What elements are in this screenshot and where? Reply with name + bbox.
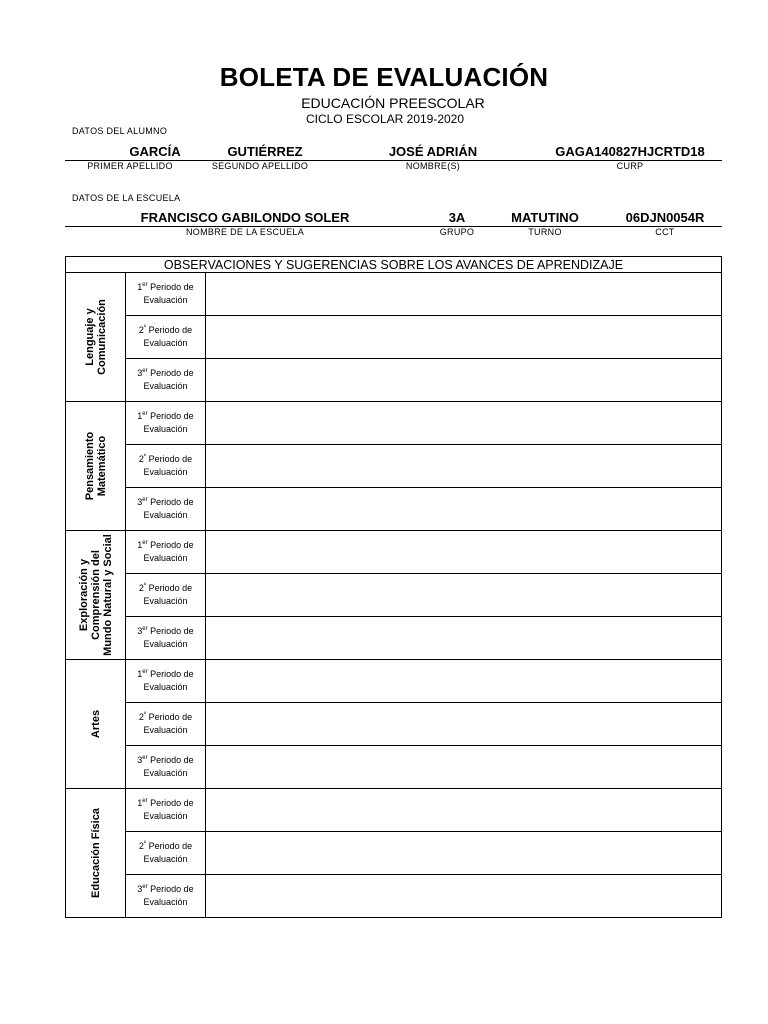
area-label-line: Exploración y (77, 558, 90, 632)
period-ordinal-suffix: º (143, 454, 147, 460)
group-caption: GRUPO (439, 227, 475, 237)
period-ordinal-suffix: er (142, 368, 148, 374)
period-ordinal: 1 (137, 798, 143, 808)
shift-caption: TURNO (528, 227, 562, 237)
area-cell (66, 789, 126, 918)
period-ordinal-suffix: er (142, 669, 148, 675)
area-label (84, 432, 108, 500)
observations-table (65, 256, 722, 918)
period-text: Periodo de (150, 755, 194, 765)
table-row (66, 789, 722, 832)
period-label-line: Evaluación (143, 338, 188, 348)
observation-input-cell[interactable] (206, 617, 722, 660)
period-ordinal: 3 (137, 497, 143, 507)
student-curp: GAGA140827HJCRTD18 (555, 144, 705, 159)
observation-input-cell[interactable] (206, 316, 722, 359)
second-surname-caption: SEGUNDO APELLIDO (211, 161, 309, 171)
period-label-line: Evaluación (143, 295, 188, 305)
table-row (66, 574, 722, 617)
area-label-line: Artes (89, 709, 102, 739)
area-label-line: Matemático (95, 435, 108, 497)
period-text: Periodo de (148, 712, 193, 722)
area-label (78, 534, 114, 656)
period-ordinal: 3 (137, 755, 143, 765)
school-section-label: DATOS DE LA ESCUELA (72, 193, 181, 203)
observation-input-cell[interactable] (206, 746, 722, 789)
school-cycle: CICLO ESCOLAR 2019-2020 (305, 112, 465, 126)
period-label-line (128, 883, 203, 896)
period-ordinal: 3 (137, 884, 143, 894)
area-cell (66, 531, 126, 660)
period-label (126, 488, 206, 531)
observation-input-cell[interactable] (206, 660, 722, 703)
student-given-names: JOSÉ ADRIÁN (388, 144, 478, 159)
student-section-label: DATOS DEL ALUMNO (72, 126, 168, 136)
period-text: Periodo de (150, 497, 194, 507)
period-ordinal: 3 (137, 626, 143, 636)
period-label (126, 703, 206, 746)
period-ordinal-suffix: º (143, 325, 147, 331)
period-ordinal-suffix: er (142, 626, 148, 632)
period-label-line: Evaluación (143, 768, 188, 778)
area-label-line: Educación Física (89, 808, 102, 898)
period-label (126, 359, 206, 402)
cct-caption: CCT (655, 227, 675, 237)
student-second-surname: GUTIÉRREZ (227, 144, 303, 159)
period-label-line: Evaluación (143, 854, 188, 864)
period-label-line: Evaluación (143, 639, 188, 649)
period-label (126, 617, 206, 660)
observation-input-cell[interactable] (206, 832, 722, 875)
table-row (66, 359, 722, 402)
period-label (126, 875, 206, 918)
period-label (126, 574, 206, 617)
period-text: Periodo de (150, 798, 194, 808)
area-cell (66, 273, 126, 402)
period-label (126, 660, 206, 703)
period-ordinal-suffix: º (143, 583, 147, 589)
period-label (126, 316, 206, 359)
table-row (66, 832, 722, 875)
period-ordinal: 1 (137, 411, 143, 421)
period-label-line (128, 711, 203, 724)
period-ordinal-suffix: er (142, 411, 148, 417)
period-label (126, 445, 206, 488)
table-row (66, 703, 722, 746)
area-cell (66, 660, 126, 789)
school-cct: 06DJN0054R (625, 210, 705, 225)
curp-caption: CURP (616, 161, 644, 171)
period-label-line: Evaluación (143, 553, 188, 563)
school-name: FRANCISCO GABILONDO SOLER (140, 210, 350, 225)
period-label-line (128, 754, 203, 767)
period-label-line (128, 539, 203, 552)
table-row (66, 445, 722, 488)
period-label (126, 273, 206, 316)
area-label (90, 808, 102, 898)
period-ordinal: 2 (138, 583, 144, 593)
period-label-line: Evaluación (143, 725, 188, 735)
period-ordinal-suffix: er (142, 884, 148, 890)
period-ordinal: 2 (138, 454, 144, 464)
period-ordinal: 1 (137, 540, 143, 550)
observation-input-cell[interactable] (206, 875, 722, 918)
period-label-line: Evaluación (143, 811, 188, 821)
period-ordinal-suffix: er (142, 755, 148, 761)
area-label-line: Comunicación (95, 299, 108, 375)
table-row (66, 316, 722, 359)
area-label (84, 299, 108, 375)
observation-input-cell[interactable] (206, 445, 722, 488)
period-text: Periodo de (150, 282, 194, 292)
period-label-line (128, 840, 203, 853)
period-ordinal: 2 (138, 325, 144, 335)
observation-input-cell[interactable] (206, 574, 722, 617)
period-ordinal: 2 (138, 841, 144, 851)
given-names-caption: NOMBRE(S) (405, 161, 461, 171)
period-text: Periodo de (150, 411, 194, 421)
period-label-line (128, 797, 203, 810)
period-label-line (128, 453, 203, 466)
period-label (126, 402, 206, 445)
period-text: Periodo de (148, 841, 193, 851)
observation-input-cell[interactable] (206, 531, 722, 574)
area-label-line: Comprensión del (89, 550, 102, 640)
period-ordinal-suffix: º (143, 841, 147, 847)
period-ordinal: 1 (137, 669, 143, 679)
period-label-line (128, 410, 203, 423)
period-ordinal: 3 (137, 368, 143, 378)
observation-input-cell[interactable] (206, 488, 722, 531)
table-row (66, 402, 722, 445)
student-first-surname: GARCÍA (129, 144, 181, 159)
period-label-line: Evaluación (143, 596, 188, 606)
report-subtitle: EDUCACIÓN PREESCOLAR (301, 95, 485, 111)
school-name-caption: NOMBRE DE LA ESCUELA (185, 227, 305, 237)
period-ordinal: 1 (137, 282, 143, 292)
period-ordinal-suffix: er (142, 540, 148, 546)
table-row (66, 660, 722, 703)
observation-input-cell[interactable] (206, 273, 722, 316)
report-title: BOLETA DE EVALUACIÓN (219, 62, 549, 92)
period-label-line (128, 582, 203, 595)
observation-input-cell[interactable] (206, 789, 722, 832)
period-label (126, 746, 206, 789)
table-row (66, 531, 722, 574)
period-text: Periodo de (150, 669, 194, 679)
period-ordinal: 2 (138, 712, 144, 722)
observations-body (66, 273, 722, 918)
table-row (66, 875, 722, 918)
period-label-line: Evaluación (143, 897, 188, 907)
observation-input-cell[interactable] (206, 359, 722, 402)
area-label-line: Pensamiento (83, 431, 96, 501)
period-label-line: Evaluación (143, 381, 188, 391)
school-shift: MATUTINO (511, 210, 579, 225)
period-label (126, 832, 206, 875)
period-label-line: Evaluación (143, 510, 188, 520)
period-text: Periodo de (148, 325, 193, 335)
period-label-line (128, 324, 203, 337)
observations-heading: OBSERVACIONES Y SUGERENCIAS SOBRE LOS AVANCES DE APRENDIZAJE (66, 257, 722, 273)
area-label (90, 710, 102, 738)
area-label-line: Lenguaje y (83, 308, 96, 366)
table-row (66, 617, 722, 660)
period-label-line (128, 668, 203, 681)
period-label-line: Evaluación (143, 467, 188, 477)
period-label-line (128, 496, 203, 509)
period-ordinal-suffix: er (142, 282, 148, 288)
area-label-line: Mundo Natural y Social (101, 534, 114, 656)
period-label (126, 531, 206, 574)
table-row (66, 488, 722, 531)
period-text: Periodo de (148, 583, 193, 593)
first-surname-caption: PRIMER APELLIDO (87, 161, 173, 171)
period-ordinal-suffix: er (142, 798, 148, 804)
period-text: Periodo de (150, 626, 194, 636)
school-group: 3A (448, 210, 466, 225)
period-text: Periodo de (150, 368, 194, 378)
period-text: Periodo de (148, 454, 193, 464)
table-row (66, 273, 722, 316)
period-text: Periodo de (150, 884, 194, 894)
period-label (126, 789, 206, 832)
period-label-line: Evaluación (143, 682, 188, 692)
period-text: Periodo de (150, 540, 194, 550)
period-ordinal-suffix: er (142, 497, 148, 503)
table-row (66, 746, 722, 789)
period-label-line (128, 281, 203, 294)
area-cell (66, 402, 126, 531)
period-label-line (128, 367, 203, 380)
observation-input-cell[interactable] (206, 402, 722, 445)
observation-input-cell[interactable] (206, 703, 722, 746)
period-ordinal-suffix: º (143, 712, 147, 718)
period-label-line: Evaluación (143, 424, 188, 434)
period-label-line (128, 625, 203, 638)
